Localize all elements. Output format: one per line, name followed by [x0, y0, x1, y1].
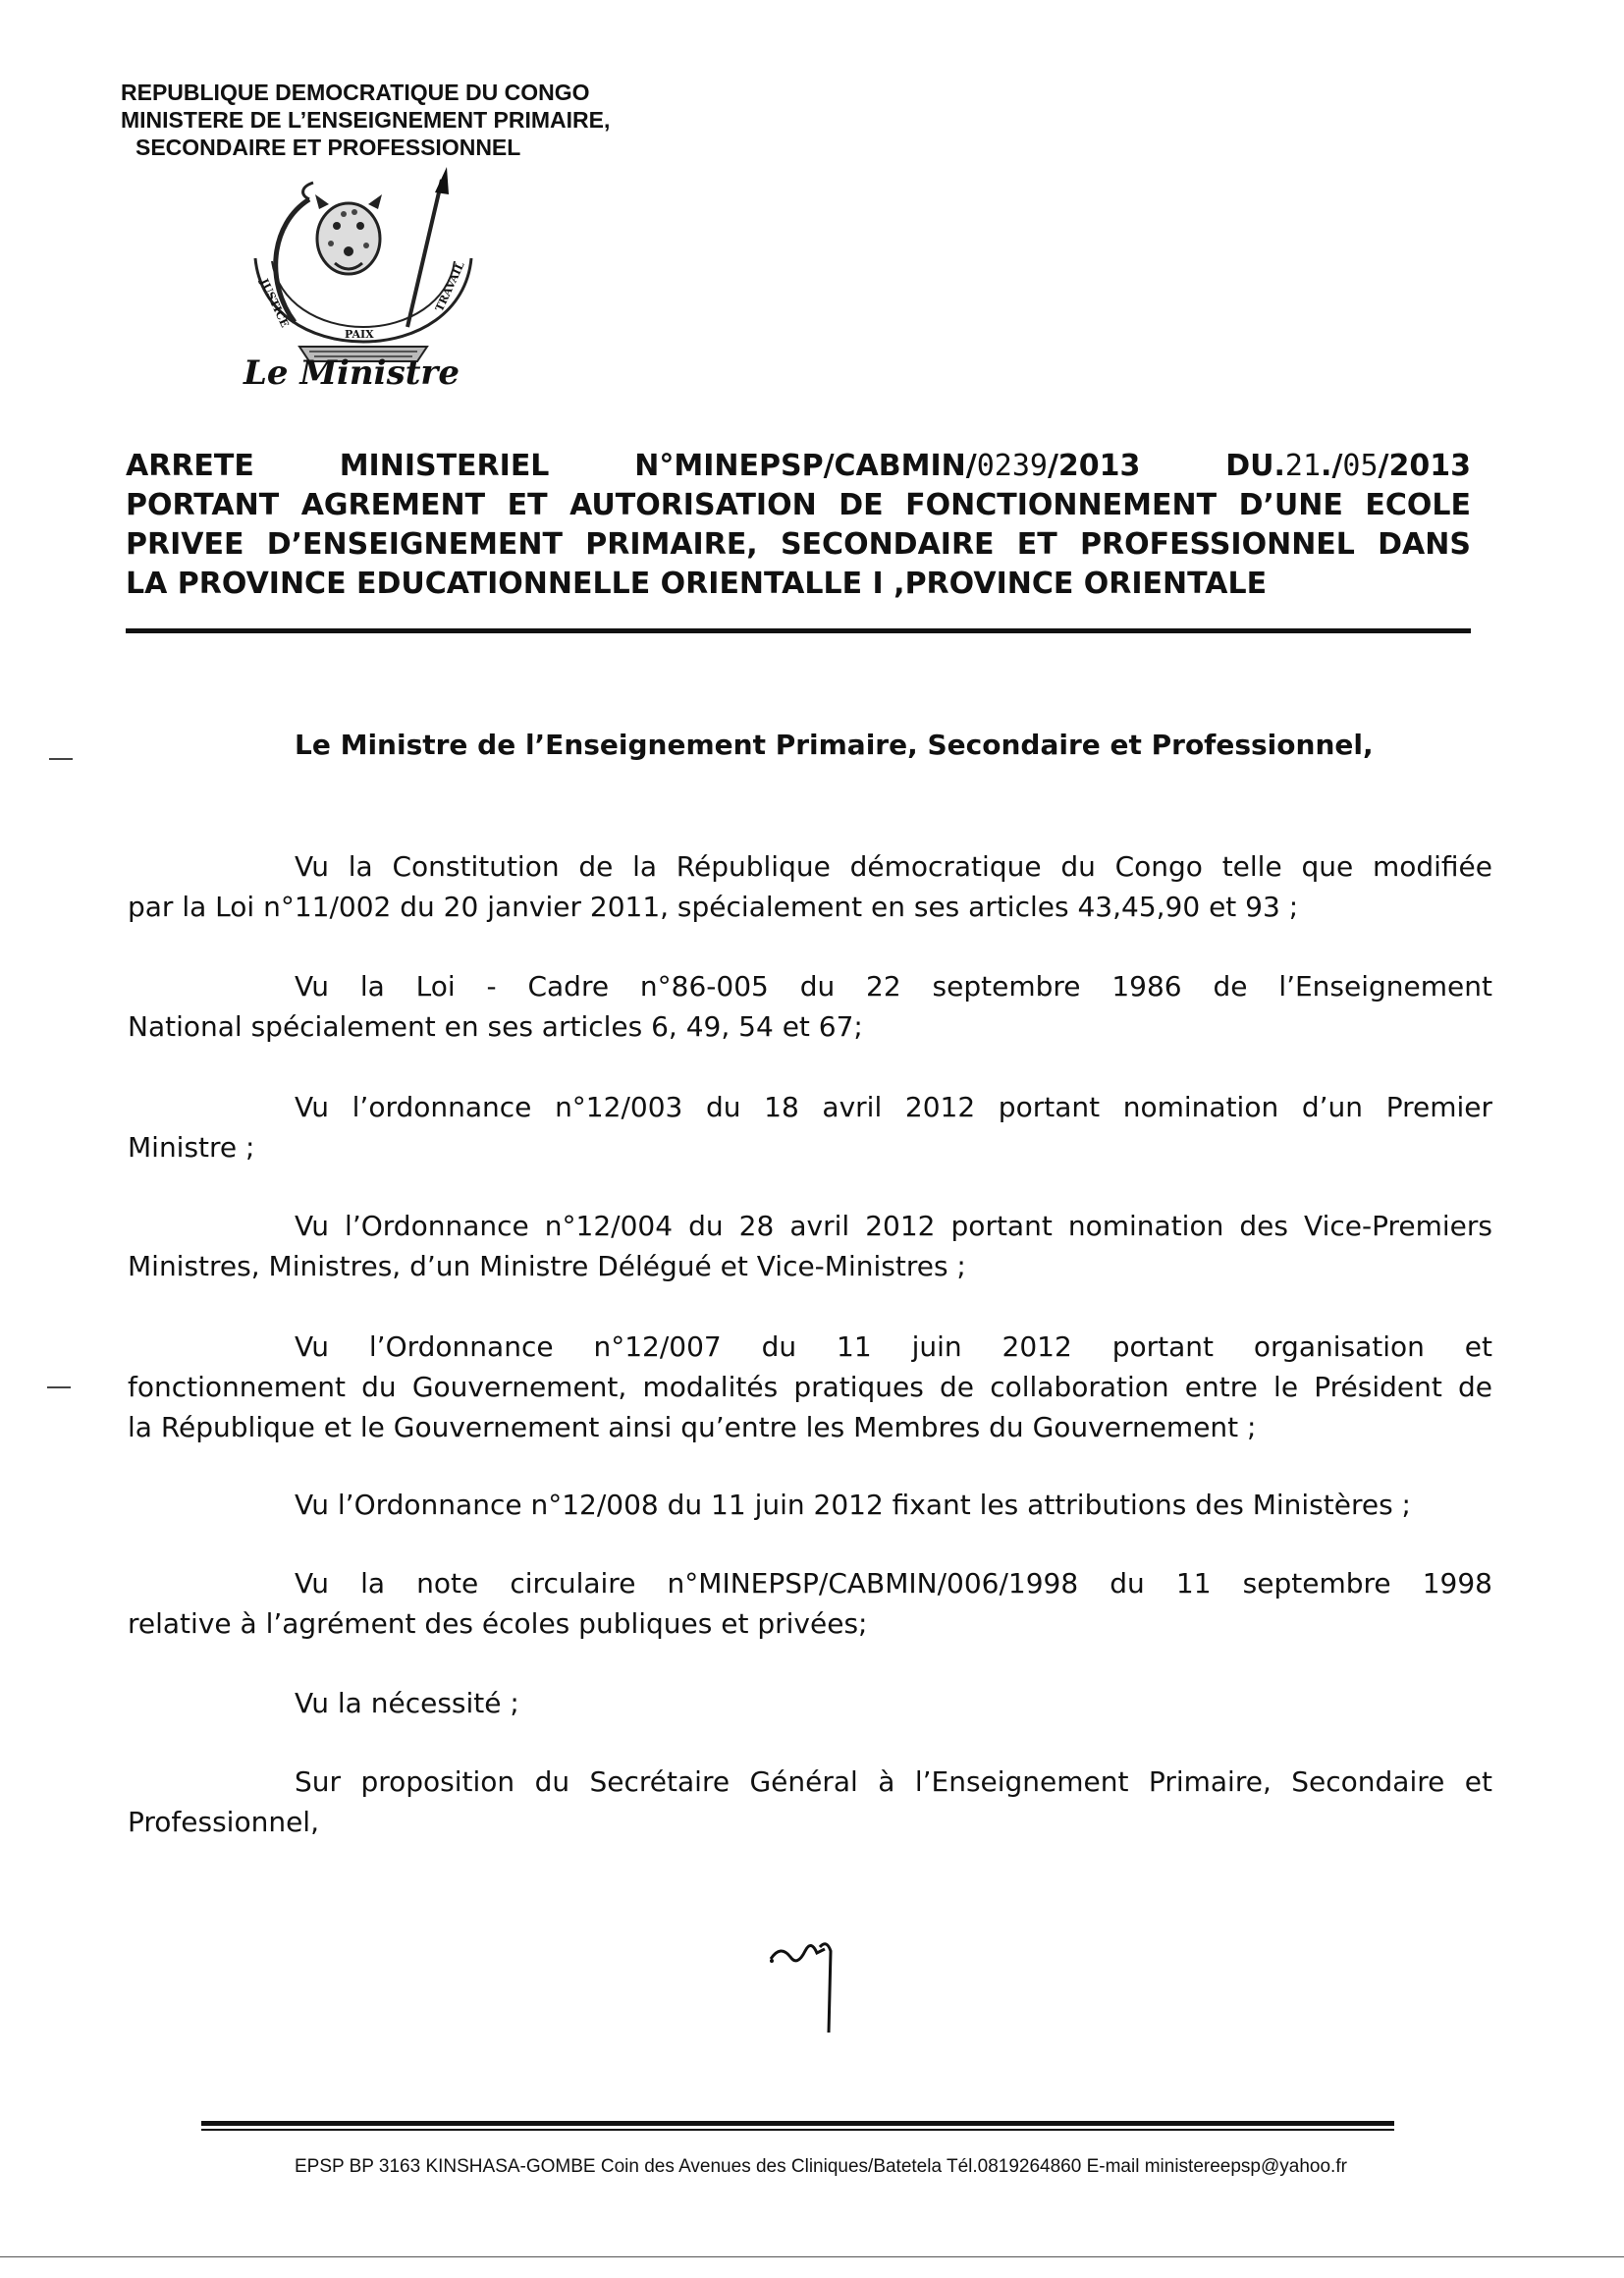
paragraph-ordonnance-attributions [128, 1485, 1492, 1525]
decree-title-line3: PRIVEE D’ENSEIGNEMENT PRIMAIRE, SECONDAIRE ET PROFESSIONNEL DANS [126, 527, 1471, 562]
margin-mark [47, 1386, 71, 1388]
letterhead-ministry-line2: SECONDAIRE ET PROFESSIONNEL [135, 135, 521, 160]
title-word-arrete: ARRETE [126, 449, 254, 483]
date-prefix: DU. [1225, 449, 1285, 483]
paragraph-loi-cadre [128, 966, 1492, 1047]
paragraph-line: Vu la note circulaire n°MINEPSP/CABMIN/006/1998 du 11 septembre 1998 [295, 1567, 1492, 1600]
decree-ref-suffix: /2013 [1047, 449, 1141, 483]
paragraph-line: Ministre ; [128, 1131, 255, 1164]
decree-number-handwritten: 0239 [976, 449, 1048, 483]
paragraph-line: Vu l’Ordonnance n°12/004 du 28 avril 2012 portant nomination des Vice-Premiers [295, 1210, 1492, 1242]
decree-title [126, 447, 1471, 604]
date-month-handwritten: 05 [1342, 449, 1379, 483]
paragraph-note-circulaire [128, 1563, 1492, 1644]
margin-mark [49, 758, 73, 760]
letterhead-country: REPUBLIQUE DEMOCRATIQUE DU CONGO [121, 80, 590, 105]
decree-reference [634, 447, 1140, 486]
paragraph-ordonnance-vice-premiers [128, 1206, 1492, 1286]
paragraph-line: Professionnel, [128, 1806, 319, 1838]
letterhead-ministry-line1: MINISTERE DE L’ENSEIGNEMENT PRIMAIRE, [121, 107, 611, 133]
paragraph-line: relative à l’agrément des écoles publiques et privées; [128, 1607, 868, 1640]
minister-heading: Le Ministre de l’Enseignement Primaire, Secondaire et Professionnel, [295, 729, 1374, 761]
paragraph-line: Vu la nécessité ; [295, 1687, 519, 1719]
paragraph-line: Vu l’Ordonnance n°12/008 du 11 juin 2012 fixant les attributions des Ministères ; [295, 1489, 1411, 1521]
letterhead [121, 79, 610, 161]
paragraph-ordonnance-premier-ministre [128, 1087, 1492, 1167]
scan-edge-line [0, 2256, 1624, 2257]
emblem-word-travail: TRAVAIL [432, 259, 467, 314]
paragraph-necessite [128, 1683, 1492, 1723]
paragraph-line: Ministres, Ministres, d’un Ministre Délégué et Vice-Ministres ; [128, 1250, 966, 1282]
paragraph-ordonnance-gouvernement [128, 1327, 1492, 1447]
le-ministre-signature-title: Le Ministre [244, 353, 460, 393]
date-day-handwritten: 21 [1284, 449, 1322, 483]
decree-title-line2: PORTANT AGREMENT ET AUTORISATION DE FONCTIONNEMENT D’UNE ECOLE [126, 488, 1471, 522]
decree-title-line1 [126, 447, 1471, 486]
coat-of-arms-emblem [241, 165, 486, 376]
footer-rule-thin [201, 2129, 1394, 2131]
decree-ref-prefix: N°MINEPSP/CABMIN/ [634, 449, 977, 483]
decree-date [1225, 447, 1471, 486]
emblem-word-justice: JUSTICE [257, 276, 292, 330]
emblem-word-paix: PAIX [345, 328, 374, 341]
handwritten-paraph [766, 1929, 854, 2037]
title-word-ministeriel: MINISTERIEL [339, 449, 550, 483]
paragraph-line: Vu l’Ordonnance n°12/007 du 11 juin 2012 portant organisation et [295, 1330, 1492, 1363]
paragraph-proposition [128, 1762, 1492, 1842]
paragraph-line: Vu la Loi - Cadre n°86-005 du 22 septembre 1986 de l’Enseignement [295, 970, 1492, 1003]
paragraph-constitution [128, 846, 1492, 927]
paragraph-line: National spécialement en ses articles 6, 49, 54 et 67; [128, 1010, 863, 1043]
paragraph-line: par la Loi n°11/002 du 20 janvier 2011, spécialement en ses articles 43,45,90 et 93 ; [128, 891, 1299, 923]
footer-rule-thick [201, 2121, 1394, 2126]
date-separator: ./ [1321, 449, 1343, 483]
paragraph-line: la République et le Gouvernement ainsi qu’entre les Membres du Gouvernement ; [128, 1411, 1257, 1443]
paragraph-line: Sur proposition du Secrétaire Général à l’Enseignement Primaire, Secondaire et [295, 1765, 1492, 1798]
title-underline-rule [126, 628, 1471, 633]
paragraph-line: Vu la Constitution de la République démocratique du Congo telle que modifiée [295, 850, 1492, 883]
paragraph-line: fonctionnement du Gouvernement, modalités pratiques de collaboration entre le Président de [128, 1371, 1492, 1403]
footer-address: EPSP BP 3163 KINSHASA-GOMBE Coin des Avenues des Cliniques/Batetela Tél.0819264860 E-mail ministereepsp@yahoo.fr [295, 2156, 1347, 2177]
decree-title-line4: LA PROVINCE EDUCATIONNELLE ORIENTALLE I ,PROVINCE ORIENTALE [126, 567, 1268, 601]
paragraph-line: Vu l’ordonnance n°12/003 du 18 avril 2012 portant nomination d’un Premier [295, 1091, 1492, 1123]
date-year: /2013 [1378, 449, 1471, 483]
